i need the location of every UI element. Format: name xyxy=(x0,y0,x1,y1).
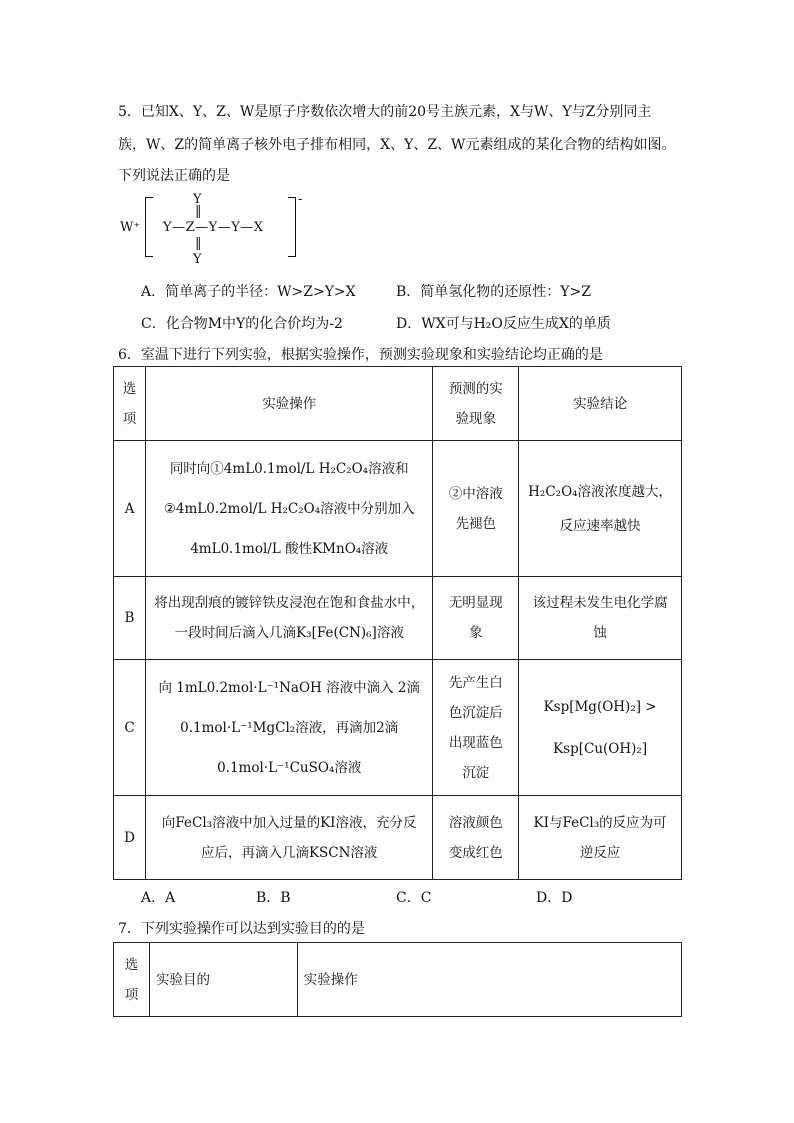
row-operation: 向FeCl₃溶液中加入过量的KI溶液，充分反 应后，再滴入几滴KSCN溶液 xyxy=(145,796,432,880)
q6-answer-c: C．C xyxy=(396,890,432,906)
header-phenomenon: 预测的实 验现象 xyxy=(433,367,519,441)
row-conclusion: KI与FeCl₃的反应为可 逆反应 xyxy=(519,796,682,880)
q7-stem: 7．下列实验操作可以达到实验目的的是 xyxy=(118,921,365,937)
table-row xyxy=(114,660,682,796)
top-double-bond: ‖ xyxy=(195,204,202,219)
q6-table xyxy=(113,366,682,880)
table-row xyxy=(114,441,682,577)
q6-header-row xyxy=(114,367,682,441)
structure-diagram xyxy=(118,192,318,272)
row-conclusion: 该过程未发生电化学腐 蚀 xyxy=(519,577,682,660)
anion-charge: - xyxy=(298,192,303,207)
q6-stem: 6．室温下进行下列实验，根据实验操作，预测实验现象和实验结论均正确的是 xyxy=(118,347,603,363)
row-operation: 将出现刮痕的镀锌铁皮浸泡在饱和食盐水中， 一段时间后滴入几滴K₃[Fe(CN)₆]溶液 xyxy=(145,577,432,660)
table-row xyxy=(114,577,682,660)
q7-header-purpose: 实验目的 xyxy=(149,943,297,1017)
row-key: B xyxy=(114,577,146,660)
q5-stem-line-3: 下列说法正确的是 xyxy=(118,168,230,184)
q6-answer-d: D．D xyxy=(536,890,573,906)
row-operation: 同时向①4mL0.1mol/L H₂C₂O₄溶液和 ②4mL0.2mol/L H₂C₂O₄溶液中分别加入 4mL0.1mol/L 酸性KMnO₄溶液 xyxy=(145,441,432,577)
q5-stem-line-2: 族，W、Z的简单离子核外电子排布相同，X、Y、Z、W元素组成的某化合物的结构如图。 xyxy=(118,137,676,153)
q7-table xyxy=(113,942,682,1017)
header-option: 选 项 xyxy=(114,367,146,441)
cation-label: W⁺ xyxy=(120,220,141,235)
q7-header-row xyxy=(114,943,682,1017)
q5-option-b: B．简单氢化物的还原性：Y>Z xyxy=(396,284,591,300)
q6-answer-b: B．B xyxy=(256,890,291,906)
left-bracket xyxy=(145,197,153,257)
q5-option-d: D．WX可与H₂O反应生成X的单质 xyxy=(396,316,611,332)
q6-answer-a: A．A xyxy=(141,890,176,906)
row-conclusion: H₂C₂O₄溶液浓度越大， 反应速率越快 xyxy=(519,441,682,577)
row-phenomenon: 溶液颜色 变成红色 xyxy=(433,796,519,880)
right-bracket xyxy=(288,197,296,257)
top-atom: Y xyxy=(193,192,202,207)
q7-header-operation: 实验操作 xyxy=(297,943,681,1017)
table-row xyxy=(114,796,682,880)
bottom-double-bond: ‖ xyxy=(195,236,202,251)
header-conclusion: 实验结论 xyxy=(519,367,682,441)
q5-stem-line-1: 5．已知X、Y、Z、W是原子序数依次增大的前20号主族元素，X与W、Y与Z分别同主 xyxy=(118,104,652,120)
row-key: C xyxy=(114,660,146,796)
q7-header-option: 选 项 xyxy=(114,943,150,1017)
bottom-atom: Y xyxy=(193,252,202,267)
q5-option-a: A．简单离子的半径：W>Z>Y>X xyxy=(141,284,356,300)
row-phenomenon: 先产生白 色沉淀后 出现蓝色 沉淀 xyxy=(433,660,519,796)
row-phenomenon: ②中溶液 先褪色 xyxy=(433,441,519,577)
row-key: A xyxy=(114,441,146,577)
row-operation: 向 1mL0.2mol·L⁻¹NaOH 溶液中滴入 2滴 0.1mol·L⁻¹MgCl₂溶液，再滴加2滴 0.1mol·L⁻¹CuSO₄溶液 xyxy=(145,660,432,796)
row-conclusion: Ksp[Mg(OH)₂] > Ksp[Cu(OH)₂] xyxy=(519,660,682,796)
header-operation: 实验操作 xyxy=(145,367,432,441)
row-key: D xyxy=(114,796,146,880)
q5-option-c: C．化合物M中Y的化合价均为-2 xyxy=(141,316,343,332)
row-phenomenon: 无明显现 象 xyxy=(433,577,519,660)
main-chain: Y—Z—Y—Y—X xyxy=(163,220,264,235)
